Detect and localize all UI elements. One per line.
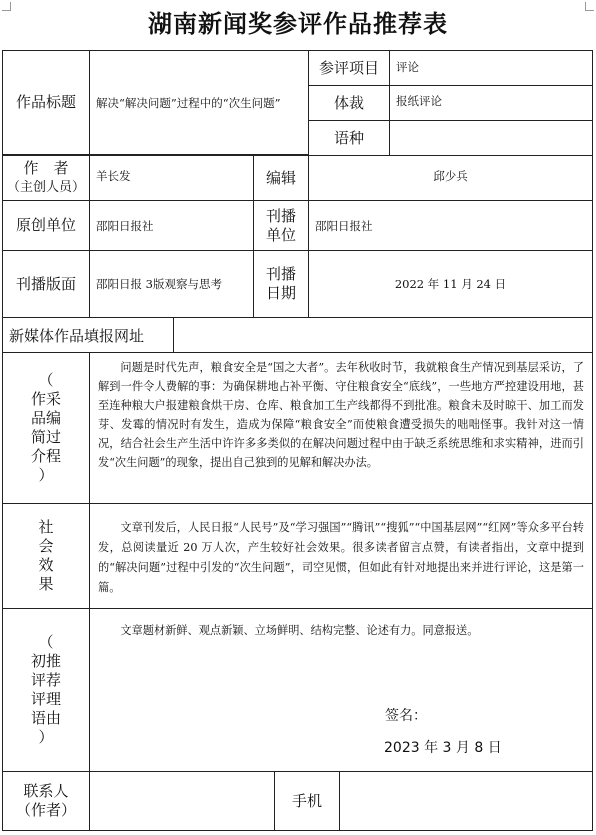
effect-text[interactable]: 文章刊发后，人民日报“人民号”及“学习强国”“腾讯”“搜狐”“中国基层网”“红网”等众多平台转发，总阅读量近 20 万人次，产生较好社会效果。很多读者留言点赞，有读者指出，文章中提到的“解决问题”过程中引发的“次生问题”，司空见惯，但如此有针对地提出来并进行评论，这是第一篇。 [89, 503, 593, 609]
recommendation-form [3, 51, 593, 832]
intro-text[interactable]: 问题是时代先声，粮食安全是“国之大者”。去年秋收时节，我就粮食生产情况到基层采访，了解到一件令人费解的事：为确保耕地占补平衡、守住粮食安全“底线”，一些地方严控建设用地，甚至连种粮大户报建粮食烘干房、仓库、粮食加工生产线都得不到批准。粮食未及时晾干、加工而发芽、发霉的情况时有发生，造成为保障“粮食安全”而使粮食遭受损失的咄咄怪事。我针对这一情况，结合社会生产生活中许许多多类似的在解决问题过程中由于缺乏系统思维和求实精神，进而引发“次生问题”的现象，提出自己独到的见解和解决办法。 [89, 352, 593, 504]
language-value[interactable] [389, 120, 593, 156]
author-label: 作 者 （主创人员） [2, 155, 90, 201]
new-media-label: 新媒体作品填报网址 [2, 317, 174, 353]
work-title-value[interactable]: 解决“解决问题”过程中的“次生问题” [89, 50, 309, 155]
category-label: 参评项目 [308, 50, 390, 86]
work-title-label: 作品标题 [2, 50, 90, 155]
new-media-url-value[interactable] [173, 317, 593, 353]
editor-label: 编辑 [253, 155, 309, 201]
phone-value[interactable] [339, 771, 593, 831]
edition-value[interactable]: 邵阳日报 3版观察与思考 [89, 250, 254, 318]
category-value[interactable]: 评论 [389, 50, 593, 86]
publish-date-value[interactable]: 2022 年 11 月 24 日 [308, 250, 593, 318]
contact-label: 联系人 （作者） [2, 771, 90, 831]
origin-unit-label: 原创单位 [2, 200, 90, 251]
contact-value[interactable] [89, 771, 275, 831]
publish-date-label: 刊播 日期 [253, 250, 309, 318]
review-cell[interactable] [89, 608, 593, 772]
effect-label: 社 会 效 果 [2, 503, 90, 609]
sign-date: 2023 年 3 月 8 日 [384, 740, 502, 756]
form-title: 湖南新闻奖参评作品推荐表 [148, 9, 448, 38]
intro-label: （ 作采 品编 简过 介程 ） [2, 352, 90, 504]
author-value[interactable]: 羊长发 [89, 155, 254, 201]
language-label: 语种 [308, 120, 390, 156]
genre-label: 体裁 [308, 85, 390, 121]
review-label: （ 初推 评荐 评理 语由 ） [2, 608, 90, 772]
review-text: 文章题材新鲜、观点新颖、立场鲜明、结构完整、论述有力。同意报送。 [120, 624, 479, 637]
edition-label: 刊播版面 [2, 250, 90, 318]
genre-value[interactable]: 报纸评论 [389, 85, 593, 121]
publish-unit-value[interactable]: 邵阳日报社 [308, 200, 593, 251]
editor-value[interactable]: 邱少兵 [308, 155, 593, 201]
origin-unit-value[interactable]: 邵阳日报社 [89, 200, 254, 251]
publish-unit-label: 刊播 单位 [253, 200, 309, 251]
sign-label: 签名： [385, 708, 427, 724]
phone-label: 手机 [274, 771, 340, 831]
